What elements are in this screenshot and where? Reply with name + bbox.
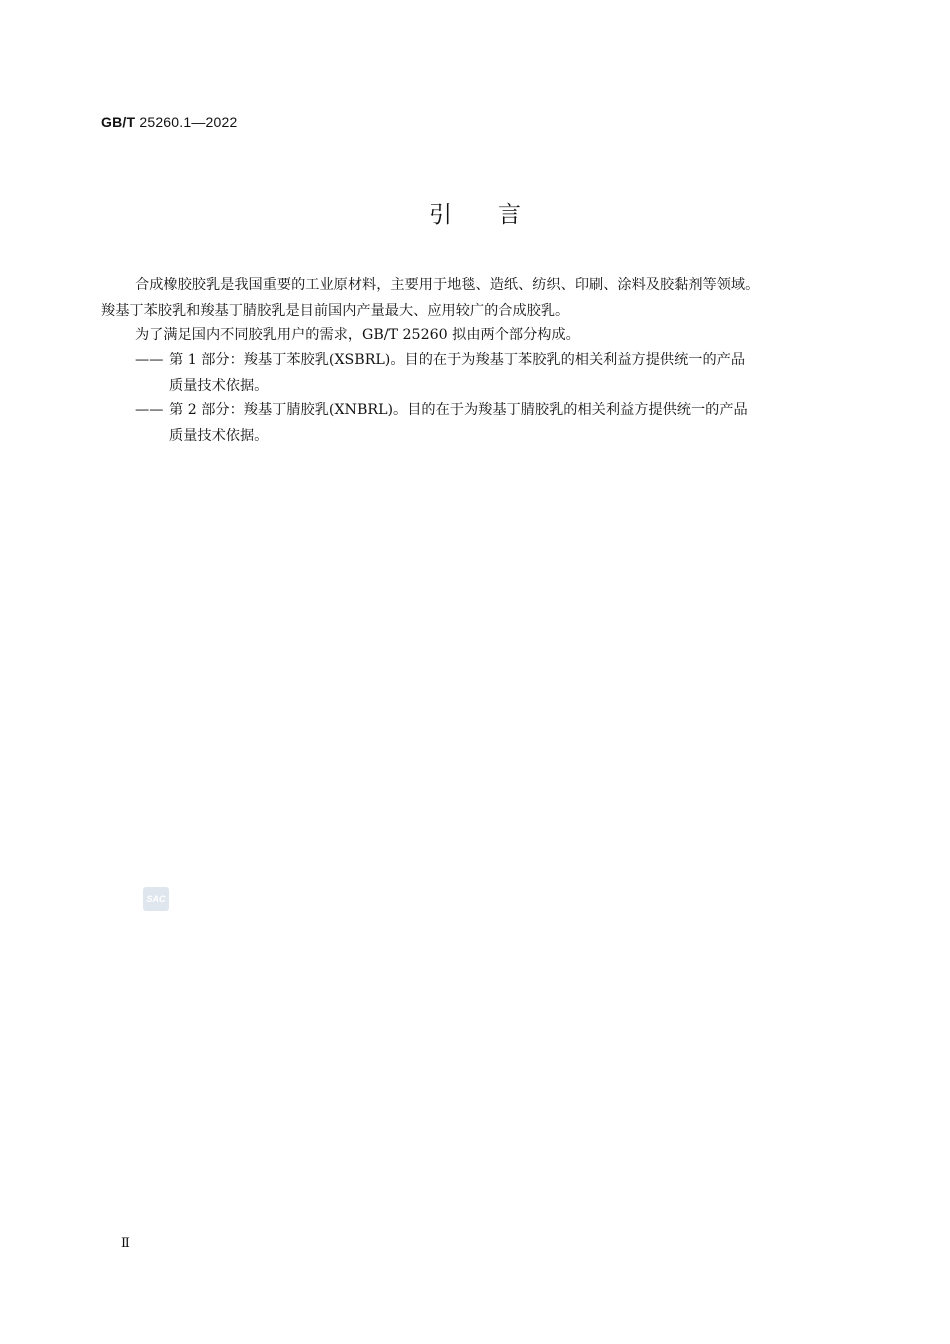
list-item-continuation: 质量技术依据。 xyxy=(169,428,269,444)
parts-paragraph: 为了满足国内不同胶乳用户的需求，GB/T 25260 拟由两个部分构成。 xyxy=(135,327,580,343)
list-item-part-2 xyxy=(135,397,748,444)
list-item-text: 第 1 部分：羧基丁苯胶乳(XSBRL)。目的在于为羧基丁苯胶乳的相关利益方提供统一的产品 xyxy=(169,352,746,368)
document-header xyxy=(101,114,238,130)
list-item-continuation: 质量技术依据。 xyxy=(169,378,269,394)
standard-code: GB/T xyxy=(101,114,136,130)
section-title: 引言 xyxy=(429,202,567,228)
page-number: Ⅱ xyxy=(121,1236,130,1251)
list-item-part-1 xyxy=(135,347,746,394)
list-item-text: 第 2 部分：羧基丁腈胶乳(XNBRL)。目的在于为羧基丁腈胶乳的相关利益方提供统一的产品 xyxy=(169,402,748,418)
sac-watermark-logo: SAC xyxy=(143,887,169,911)
intro-paragraph-line-2: 羧基丁苯胶乳和羧基丁腈胶乳是目前国内产量最大、应用较广的合成胶乳。 xyxy=(101,303,570,319)
standard-number: 25260.1—2022 xyxy=(139,114,238,130)
list-dash: —— xyxy=(135,352,164,368)
intro-paragraph-line-1: 合成橡胶胶乳是我国重要的工业原材料，主要用于地毯、造纸、纺织、印刷、涂料及胶黏剂等领域。 xyxy=(135,277,760,293)
list-dash: —— xyxy=(135,402,164,418)
